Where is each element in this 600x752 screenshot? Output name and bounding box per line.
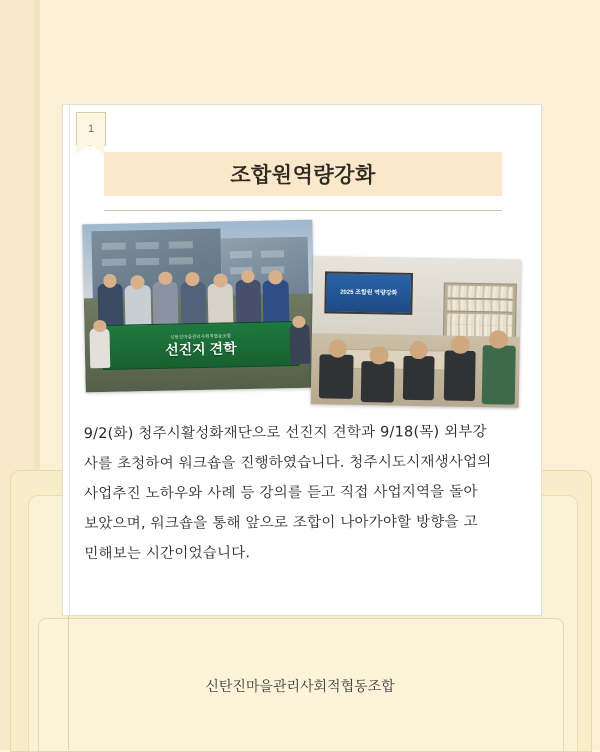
body-line: 사업추진 노하우와 사례 등 강의를 듣고 직접 사업지역을 돌아 xyxy=(83,484,478,503)
photo-person-head xyxy=(158,271,172,285)
photo-chair xyxy=(402,355,434,400)
title-underline xyxy=(104,210,502,211)
photo-person xyxy=(89,328,111,369)
body-line: 사를 초청하여 워크숍을 진행하였습니다. 청주시도시재생사업의 xyxy=(83,453,492,473)
photo-person-head xyxy=(451,336,470,354)
title-banner xyxy=(104,152,502,196)
photo-banner-subtext: 신탄진마을관리사회적협동조합 xyxy=(170,333,232,340)
photo-group-outdoor xyxy=(82,220,315,393)
photo-banner xyxy=(103,321,299,371)
photo-person-head xyxy=(268,271,282,285)
page-number-tab xyxy=(76,112,106,146)
photo-person-head xyxy=(409,341,428,359)
photo-projector-screen xyxy=(325,271,413,315)
photo-person-head xyxy=(130,275,144,289)
footer-organization: 신탄진마을관리사회적협동조합 xyxy=(205,678,395,694)
page-number-label: 1 xyxy=(87,123,95,135)
photo-person-head xyxy=(213,273,227,287)
photo-person-head xyxy=(328,339,347,357)
photo-person xyxy=(289,324,311,365)
photo-chair xyxy=(481,345,515,405)
photo-person-head xyxy=(370,346,389,364)
body-line: 보았으며, 워크숍을 통해 앞으로 조합이 나아가야할 방향을 고 xyxy=(84,514,478,533)
photo-person-head xyxy=(103,274,117,288)
body-line: 민해보는 시간이었습니다. xyxy=(84,545,251,563)
photo-chair xyxy=(361,361,395,403)
photo-person-head xyxy=(93,320,106,332)
photo-screen-text: 2025 조합원 역량강화 xyxy=(340,289,398,297)
photo-chair xyxy=(444,350,476,401)
photo-bookshelf xyxy=(443,282,517,339)
photo-chair xyxy=(319,354,353,399)
page-title: 조합원역량강화 xyxy=(230,164,376,187)
photo-banner-title: 선진지 견학 xyxy=(164,340,237,358)
body-line: 9/2(화) 청주시활성화재단으로 선진지 견학과 9/18(목) 외부강 xyxy=(83,423,487,443)
body-text xyxy=(84,417,505,569)
photo-person-head xyxy=(489,330,508,348)
photo-person-head xyxy=(292,316,305,328)
photo-workshop-indoor xyxy=(311,256,522,408)
